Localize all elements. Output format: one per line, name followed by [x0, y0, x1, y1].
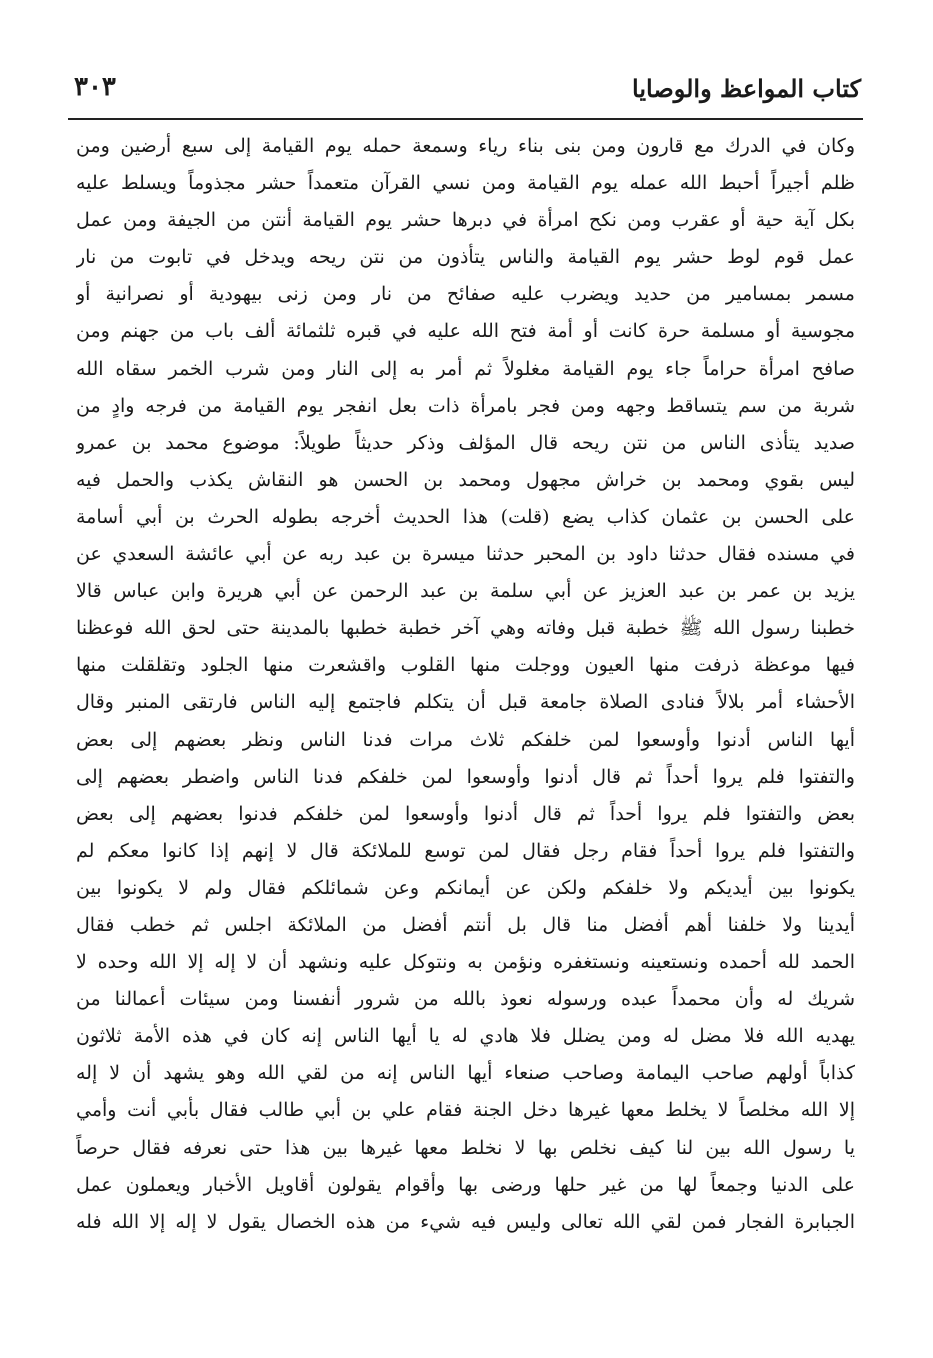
text-line: مجوسية أو مسلمة حرة كانت أو أمة فتح الله عليه في قبره ثلثمائة ألف باب من جهنم ومن	[76, 320, 855, 343]
text-line: أيها الناس أدنوا وأوسعوا لمن خلفكم ثلاث مرات فدنا الناس ونظر بعضهم إلى بعض	[76, 728, 855, 751]
text-line: والتفتوا فلم يروا أحداً ثم قال أدنوا وأوسعوا لمن خلفكم فدنا الناس واضطر بعضهم إلى	[76, 765, 855, 788]
text-line: عمل قوم لوط حشر يوم القيامة والناس يتأذون من نتن ريحه ويدخل في تابوت من نار	[76, 246, 855, 269]
text-line: صديد يتأذى الناس من نتن ريحه قال المؤلف وذكر حديثاً طويلاً: موضوع محمد بن عمرو	[76, 431, 855, 454]
text-line: في مسنده فقال حدثنا داود بن المحبر حدثنا ميسرة بن عبد ربه عن أبي عائشة السعدي عن	[76, 543, 855, 566]
page-number: ٣٠٣	[74, 72, 116, 102]
text-line: كذاباً أولهم صاحب اليمامة وصاحب صنعاء أيها الناس إنه من لقي الله وهو يشهد أن لا إله	[76, 1062, 855, 1085]
page-header	[70, 70, 861, 114]
text-line: على الحسن بن عثمان كذاب يضع (قلت) هذا الحديث أخرجه بطوله الحرث بن أبي أسامة	[76, 505, 855, 528]
text-line: خطبنا رسول الله ﷺ خطبة قبل وفاته وهي آخر خطبة خطبها بالمدينة حتى لحق الله فوعظنا	[76, 617, 855, 640]
text-line: بعض والتفتوا فلم يروا أحداً ثم قال أدنوا وأوسعوا لمن خلفكم فدنوا بعضهم إلى بعض	[76, 802, 855, 825]
text-line: الحمد لله أحمده ونستعينه ونستغفره ونؤمن به ونتوكل عليه ونشهد أن لا إله إلا الله وحده لا	[76, 951, 855, 974]
text-line: إلا الله مخلصاً لا يخلط معها غيرها دخل الجنة فقام علي بن أبي طالب فقال بأبي أنت وأمي	[76, 1099, 855, 1122]
text-line: وكان في الدرك مع قارون ومن بنى بناء رياء وسمعة حمله يوم القيامة إلى سبع أرضين ومن	[76, 135, 855, 157]
text-line: على الدنيا وجمعاً لها من غير حلها ورضى بها وأقوام يقولون أقاويل الأخبار ويعملون عمل	[76, 1173, 855, 1196]
text-line: أيدينا ولا خلفنا أهم أفضل منا قال بل أنتم أفضل من الملائكة اجلس ثم خطب فقال	[76, 913, 855, 936]
text-line: شربة من سم يتساقط وجهه ومن فجر بامرأة ذات بعل انفجر يوم القيامة من فرجه وادٍ من	[76, 394, 855, 417]
text-line: مسمر بمسامير من حديد ويضرب عليه صفائح من نار ومن زنى بيهودية أو نصرانية أو	[76, 283, 855, 306]
text-line: يهديه الله فلا مضل له ومن يضلل فلا هادي له يا أيها الناس إنه كان في هذه الأمة ثلاثون	[76, 1025, 855, 1048]
text-line: ليس بقوي ومحمد بن خراش مجهول ومحمد بن الحسن هو النقاش يكذب والحمل فيه	[76, 468, 855, 491]
text-line: يا رسول الله بين لنا كيف نخلص بها لا نخلط معها غيرها بين هذا حتى نعرفه فقال حرصاً	[76, 1136, 855, 1159]
text-line: ظلم أجيراً أحبط الله عمله يوم القيامة ومن نسي القرآن متعمداً حشر مجذوماً ويسلط عليه	[76, 172, 855, 195]
text-line: الأحشاء أمر بلالاً فنادى الصلاة جامعة قبل أن يتكلم فاجتمع إليه الناس فارتقى المنبر وقال	[76, 691, 855, 714]
text-line: فيها موعظة ذرفت منها العيون ووجلت منها القلوب واقشعرت منها الجلود وتقلقلت منها	[76, 654, 855, 677]
running-title: كتاب المواعظ والوصايا	[632, 74, 861, 103]
text-line: بكل آية حية أو عقرب ومن نكح امرأة في دبرها حشر يوم القيامة أنتن من الجيفة ومن عمل	[76, 209, 855, 232]
text-line: والتفتوا فلم يروا أحداً فقام رجل فقال لمن توسع للملائكة قال لا إنهم إذا كانوا معكم لم	[76, 839, 855, 862]
text-line: يزيد بن عمر بن عبد العزيز عن أبي سلمة بن عبد الرحمن عن أبي هريرة وابن عباس قالا	[76, 580, 855, 603]
text-line: يكونوا بين أيديكم ولا خلفكم ولكن عن أيمانكم وعن شمائلكم فقال ولم لا يكونوا بين	[76, 876, 855, 899]
text-line: الجبابرة الفجار فمن لقي الله تعالى وليس فيه شيء من هذه الخصال يقول لا إله إلا الله فله	[76, 1210, 855, 1233]
header-divider	[68, 118, 863, 120]
text-line: شريك له وأن محمداً عبده ورسوله نعوذ بالله من شرور أنفسنا ومن سيئات أعمالنا من	[76, 988, 855, 1011]
body-text	[76, 128, 855, 1241]
text-line: صافح امرأة حراماً جاء يوم القيامة مغلولاً ثم أمر به إلى النار ومن شرب الخمر سقاه الله	[76, 357, 855, 380]
